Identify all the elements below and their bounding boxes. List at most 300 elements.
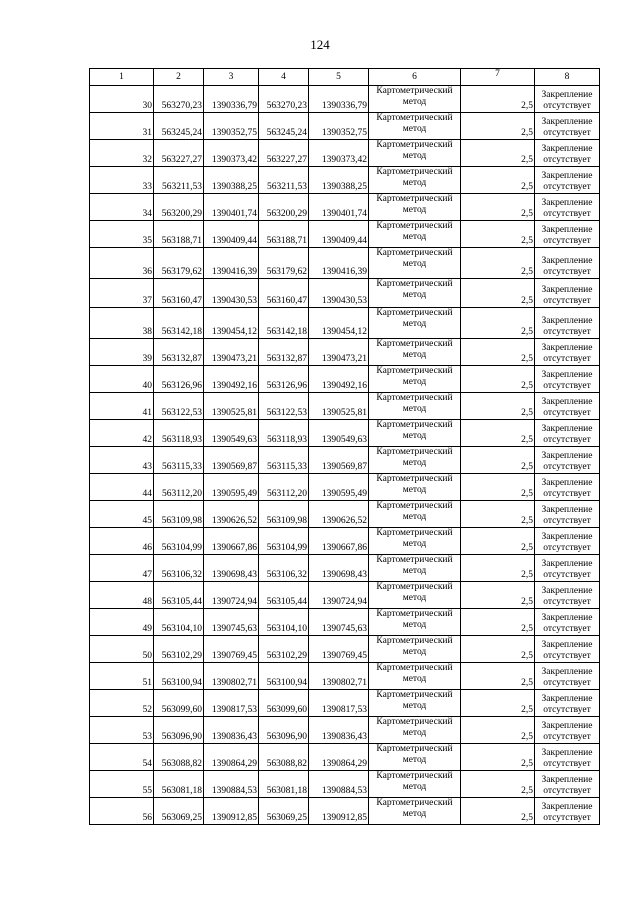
method-text: метод xyxy=(402,178,427,188)
method-text: Картометрический xyxy=(376,501,453,511)
x-coordinate-cell xyxy=(259,555,309,582)
accuracy-text: 2,5 xyxy=(521,101,533,111)
fixation-text: отсутствует xyxy=(543,813,591,823)
x-coordinate-cell xyxy=(259,221,309,248)
point-number-text: 36 xyxy=(142,267,152,277)
method-text: Картометрический xyxy=(376,690,453,700)
fixation-text: отсутствует xyxy=(543,155,591,165)
x-coordinate-cell xyxy=(154,474,204,501)
y-coordinate-cell xyxy=(309,194,369,221)
point-number-cell xyxy=(90,690,154,717)
accuracy-text: 2,5 xyxy=(521,236,533,246)
y-coordinate-cell xyxy=(204,339,259,366)
table-body xyxy=(90,86,600,825)
fixation-text: отсутствует xyxy=(543,435,591,445)
y-coordinate-text: 1390569,87 xyxy=(321,462,367,472)
method-text: Картометрический xyxy=(376,113,453,123)
method-cell xyxy=(369,194,461,221)
method-cell xyxy=(369,798,461,825)
method-cell xyxy=(369,528,461,555)
fixation-cell xyxy=(535,86,600,113)
x-coordinate-cell xyxy=(259,308,309,339)
point-number-cell xyxy=(90,366,154,393)
y-coordinate-cell xyxy=(204,393,259,420)
method-text: метод xyxy=(402,97,427,107)
method-cell xyxy=(369,279,461,308)
x-coordinate-cell xyxy=(154,339,204,366)
accuracy-text: 2,5 xyxy=(521,759,533,769)
y-coordinate-cell xyxy=(309,420,369,447)
method-text: метод xyxy=(402,124,427,134)
method-text: метод xyxy=(402,458,427,468)
fixation-cell xyxy=(535,279,600,308)
fixation-cell xyxy=(535,447,600,474)
table-row xyxy=(90,447,600,474)
x-coordinate-text: 563227,27 xyxy=(266,155,307,165)
x-coordinate-text: 563115,33 xyxy=(266,462,307,472)
x-coordinate-cell xyxy=(259,474,309,501)
x-coordinate-cell xyxy=(154,555,204,582)
y-coordinate-text: 1390745,63 xyxy=(211,624,257,634)
y-coordinate-cell xyxy=(204,528,259,555)
point-number-text: 43 xyxy=(142,462,152,472)
x-coordinate-text: 563179,62 xyxy=(266,267,307,277)
fixation-cell xyxy=(535,113,600,140)
method-text: метод xyxy=(402,350,427,360)
point-number-cell xyxy=(90,308,154,339)
fixation-text: Закрепление xyxy=(541,694,593,704)
x-coordinate-text: 563088,82 xyxy=(266,759,307,769)
point-number-text: 41 xyxy=(142,408,152,418)
y-coordinate-cell xyxy=(309,771,369,798)
method-text: Картометрический xyxy=(376,420,453,430)
y-coordinate-cell xyxy=(204,474,259,501)
x-coordinate-cell xyxy=(259,744,309,771)
y-coordinate-text: 1390626,52 xyxy=(211,516,257,526)
fixation-text: Закрепление xyxy=(541,451,593,461)
accuracy-cell xyxy=(461,86,535,113)
fixation-text: отсутствует xyxy=(543,543,591,553)
x-coordinate-cell xyxy=(259,798,309,825)
accuracy-text: 2,5 xyxy=(521,597,533,607)
x-coordinate-cell xyxy=(154,744,204,771)
accuracy-cell xyxy=(461,339,535,366)
accuracy-cell xyxy=(461,636,535,663)
y-coordinate-text: 1390569,87 xyxy=(211,462,257,472)
y-coordinate-cell xyxy=(204,798,259,825)
y-coordinate-cell xyxy=(204,501,259,528)
y-coordinate-cell xyxy=(204,248,259,279)
y-coordinate-cell xyxy=(204,221,259,248)
y-coordinate-text: 1390409,44 xyxy=(211,236,257,246)
y-coordinate-text: 1390388,25 xyxy=(211,182,257,192)
table-row xyxy=(90,194,600,221)
y-coordinate-text: 1390492,16 xyxy=(321,381,367,391)
table-row xyxy=(90,339,600,366)
accuracy-text: 2,5 xyxy=(521,327,533,337)
method-text: метод xyxy=(402,232,427,242)
x-coordinate-cell xyxy=(154,420,204,447)
accuracy-cell xyxy=(461,609,535,636)
x-coordinate-text: 563122,53 xyxy=(266,408,307,418)
method-text: метод xyxy=(402,566,427,576)
accuracy-cell xyxy=(461,248,535,279)
x-coordinate-cell xyxy=(154,663,204,690)
method-text: Картометрический xyxy=(376,798,453,808)
y-coordinate-cell xyxy=(309,663,369,690)
y-coordinate-cell xyxy=(204,744,259,771)
table-row xyxy=(90,420,600,447)
method-text: Картометрический xyxy=(376,717,453,727)
point-number-cell xyxy=(90,339,154,366)
table-row xyxy=(90,501,600,528)
x-coordinate-cell xyxy=(259,248,309,279)
fixation-cell xyxy=(535,798,600,825)
point-number-cell xyxy=(90,279,154,308)
method-text: метод xyxy=(402,151,427,161)
fixation-text: отсутствует xyxy=(543,786,591,796)
x-coordinate-text: 563100,94 xyxy=(266,678,307,688)
y-coordinate-cell xyxy=(309,140,369,167)
accuracy-text: 2,5 xyxy=(521,570,533,580)
x-coordinate-cell xyxy=(259,447,309,474)
point-number-text: 40 xyxy=(142,381,152,391)
y-coordinate-text: 1390595,49 xyxy=(211,489,257,499)
y-coordinate-cell xyxy=(204,308,259,339)
x-coordinate-text: 563122,53 xyxy=(161,408,202,418)
y-coordinate-cell xyxy=(309,86,369,113)
method-cell xyxy=(369,582,461,609)
table-row xyxy=(90,636,600,663)
fixation-text: Закрепление xyxy=(541,171,593,181)
x-coordinate-text: 563099,60 xyxy=(266,705,307,715)
point-number-cell xyxy=(90,140,154,167)
header-cell: 4 xyxy=(259,69,309,86)
y-coordinate-cell xyxy=(204,771,259,798)
method-cell xyxy=(369,339,461,366)
x-coordinate-cell xyxy=(259,339,309,366)
accuracy-cell xyxy=(461,798,535,825)
point-number-cell xyxy=(90,447,154,474)
x-coordinate-cell xyxy=(154,140,204,167)
method-text: метод xyxy=(402,205,427,215)
x-coordinate-text: 563104,10 xyxy=(266,624,307,634)
table-row xyxy=(90,393,600,420)
x-coordinate-cell xyxy=(154,798,204,825)
y-coordinate-text: 1390836,43 xyxy=(321,732,367,742)
y-coordinate-cell xyxy=(309,113,369,140)
header-cell: 2 xyxy=(154,69,204,86)
method-cell xyxy=(369,663,461,690)
table-row xyxy=(90,308,600,339)
x-coordinate-cell xyxy=(154,167,204,194)
table-row xyxy=(90,555,600,582)
x-coordinate-cell xyxy=(259,194,309,221)
page-number: 124 xyxy=(310,37,330,52)
method-text: Картометрический xyxy=(376,771,453,781)
y-coordinate-cell xyxy=(309,744,369,771)
y-coordinate-text: 1390724,94 xyxy=(211,597,257,607)
fixation-text: отсутствует xyxy=(543,732,591,742)
y-coordinate-cell xyxy=(309,528,369,555)
fixation-text: отсутствует xyxy=(543,381,591,391)
fixation-cell xyxy=(535,308,600,339)
fixation-cell xyxy=(535,420,600,447)
x-coordinate-cell xyxy=(154,528,204,555)
table-row xyxy=(90,279,600,308)
point-number-cell xyxy=(90,420,154,447)
point-number-cell xyxy=(90,194,154,221)
table-row xyxy=(90,663,600,690)
x-coordinate-cell xyxy=(259,582,309,609)
method-cell xyxy=(369,221,461,248)
x-coordinate-text: 563112,20 xyxy=(161,489,202,499)
y-coordinate-cell xyxy=(204,690,259,717)
x-coordinate-text: 563126,96 xyxy=(161,381,202,391)
method-text: Картометрический xyxy=(376,279,453,289)
fixation-text: Закрепление xyxy=(541,802,593,812)
y-coordinate-text: 1390667,86 xyxy=(211,543,257,553)
method-text: метод xyxy=(402,431,427,441)
fixation-text: Закрепление xyxy=(541,613,593,623)
x-coordinate-text: 563245,24 xyxy=(161,128,202,138)
fixation-cell xyxy=(535,609,600,636)
y-coordinate-cell xyxy=(204,194,259,221)
point-number-text: 55 xyxy=(142,786,152,796)
method-text: метод xyxy=(402,782,427,792)
method-cell xyxy=(369,447,461,474)
y-coordinate-cell xyxy=(309,690,369,717)
point-number-text: 39 xyxy=(142,354,152,364)
fixation-text: Закрепление xyxy=(541,316,593,326)
table-row xyxy=(90,771,600,798)
point-number-cell xyxy=(90,528,154,555)
method-text: Картометрический xyxy=(376,447,453,457)
accuracy-text: 2,5 xyxy=(521,624,533,634)
table-row xyxy=(90,113,600,140)
x-coordinate-text: 563105,44 xyxy=(266,597,307,607)
header-cell: 8 xyxy=(535,69,600,86)
fixation-text: Закрепление xyxy=(541,397,593,407)
point-number-cell xyxy=(90,474,154,501)
y-coordinate-text: 1390388,25 xyxy=(321,182,367,192)
fixation-cell xyxy=(535,393,600,420)
fixation-text: отсутствует xyxy=(543,128,591,138)
fixation-text: отсутствует xyxy=(543,236,591,246)
fixation-text: Закрепление xyxy=(541,285,593,295)
point-number-text: 48 xyxy=(142,597,152,607)
accuracy-cell xyxy=(461,690,535,717)
x-coordinate-text: 563188,71 xyxy=(266,236,307,246)
point-number-cell xyxy=(90,393,154,420)
accuracy-cell xyxy=(461,279,535,308)
x-coordinate-text: 563160,47 xyxy=(266,296,307,306)
x-coordinate-cell xyxy=(154,221,204,248)
x-coordinate-text: 563200,29 xyxy=(266,209,307,219)
x-coordinate-text: 563106,32 xyxy=(161,570,202,580)
y-coordinate-cell xyxy=(204,279,259,308)
method-text: метод xyxy=(402,674,427,684)
x-coordinate-cell xyxy=(259,528,309,555)
y-coordinate-cell xyxy=(204,609,259,636)
x-coordinate-cell xyxy=(154,393,204,420)
accuracy-cell xyxy=(461,771,535,798)
x-coordinate-text: 563106,32 xyxy=(266,570,307,580)
fixation-cell xyxy=(535,555,600,582)
point-number-cell xyxy=(90,609,154,636)
table-row xyxy=(90,528,600,555)
method-cell xyxy=(369,744,461,771)
accuracy-text: 2,5 xyxy=(521,435,533,445)
x-coordinate-cell xyxy=(259,113,309,140)
accuracy-cell xyxy=(461,744,535,771)
method-text: метод xyxy=(402,259,427,269)
x-coordinate-text: 563126,96 xyxy=(266,381,307,391)
accuracy-cell xyxy=(461,221,535,248)
x-coordinate-cell xyxy=(259,717,309,744)
accuracy-text: 2,5 xyxy=(521,705,533,715)
accuracy-cell xyxy=(461,393,535,420)
x-coordinate-text: 563088,82 xyxy=(161,759,202,769)
table-row xyxy=(90,798,600,825)
x-coordinate-text: 563104,99 xyxy=(161,543,202,553)
x-coordinate-cell xyxy=(259,140,309,167)
fixation-cell xyxy=(535,366,600,393)
accuracy-cell xyxy=(461,474,535,501)
accuracy-cell xyxy=(461,447,535,474)
x-coordinate-text: 563102,29 xyxy=(161,651,202,661)
x-coordinate-text: 563188,71 xyxy=(161,236,202,246)
fixation-text: отсутствует xyxy=(543,267,591,277)
fixation-text: отсутствует xyxy=(543,489,591,499)
accuracy-text: 2,5 xyxy=(521,155,533,165)
method-cell xyxy=(369,140,461,167)
method-text: метод xyxy=(402,701,427,711)
point-number-cell xyxy=(90,555,154,582)
y-coordinate-cell xyxy=(309,609,369,636)
y-coordinate-cell xyxy=(204,555,259,582)
accuracy-text: 2,5 xyxy=(521,516,533,526)
method-cell xyxy=(369,113,461,140)
accuracy-text: 2,5 xyxy=(521,489,533,499)
x-coordinate-text: 563270,23 xyxy=(266,101,307,111)
accuracy-cell xyxy=(461,167,535,194)
fixation-cell xyxy=(535,339,600,366)
fixation-text: отсутствует xyxy=(543,570,591,580)
y-coordinate-text: 1390473,21 xyxy=(321,354,367,364)
point-number-cell xyxy=(90,221,154,248)
accuracy-cell xyxy=(461,501,535,528)
x-coordinate-cell xyxy=(154,447,204,474)
y-coordinate-text: 1390336,79 xyxy=(321,101,367,111)
point-number-text: 42 xyxy=(142,435,152,445)
fixation-cell xyxy=(535,636,600,663)
y-coordinate-text: 1390549,63 xyxy=(211,435,257,445)
y-coordinate-text: 1390912,85 xyxy=(321,813,367,823)
method-cell xyxy=(369,248,461,279)
y-coordinate-text: 1390698,43 xyxy=(321,570,367,580)
accuracy-cell xyxy=(461,717,535,744)
fixation-text: Закрепление xyxy=(541,748,593,758)
fixation-text: отсутствует xyxy=(543,209,591,219)
y-coordinate-text: 1390401,74 xyxy=(321,209,367,219)
y-coordinate-text: 1390352,75 xyxy=(211,128,257,138)
point-number-text: 32 xyxy=(142,155,152,165)
method-cell xyxy=(369,717,461,744)
y-coordinate-text: 1390817,53 xyxy=(211,705,257,715)
y-coordinate-cell xyxy=(309,221,369,248)
x-coordinate-cell xyxy=(154,279,204,308)
y-coordinate-text: 1390802,71 xyxy=(211,678,257,688)
fixation-text: Закрепление xyxy=(541,478,593,488)
y-coordinate-cell xyxy=(309,798,369,825)
point-number-text: 44 xyxy=(142,489,152,499)
y-coordinate-text: 1390884,53 xyxy=(211,786,257,796)
method-text: Картометрический xyxy=(376,221,453,231)
fixation-text: отсутствует xyxy=(543,354,591,364)
x-coordinate-text: 563227,27 xyxy=(161,155,202,165)
table-row xyxy=(90,221,600,248)
method-text: Картометрический xyxy=(376,339,453,349)
method-cell xyxy=(369,86,461,113)
fixation-text: отсутствует xyxy=(543,597,591,607)
x-coordinate-cell xyxy=(154,248,204,279)
accuracy-text: 2,5 xyxy=(521,813,533,823)
point-number-text: 49 xyxy=(142,624,152,634)
point-number-text: 34 xyxy=(142,209,152,219)
point-number-text: 53 xyxy=(142,732,152,742)
point-number-text: 56 xyxy=(142,813,152,823)
method-cell xyxy=(369,555,461,582)
y-coordinate-cell xyxy=(309,555,369,582)
y-coordinate-text: 1390864,29 xyxy=(321,759,367,769)
y-coordinate-cell xyxy=(309,366,369,393)
accuracy-cell xyxy=(461,194,535,221)
accuracy-cell xyxy=(461,582,535,609)
fixation-text: Закрепление xyxy=(541,343,593,353)
y-coordinate-text: 1390912,85 xyxy=(211,813,257,823)
fixation-cell xyxy=(535,663,600,690)
x-coordinate-text: 563200,29 xyxy=(161,209,202,219)
fixation-text: отсутствует xyxy=(543,101,591,111)
header-cell: 5 xyxy=(309,69,369,86)
method-text: Картометрический xyxy=(376,744,453,754)
y-coordinate-text: 1390416,39 xyxy=(211,267,257,277)
method-cell xyxy=(369,393,461,420)
y-coordinate-cell xyxy=(204,717,259,744)
fixation-cell xyxy=(535,140,600,167)
method-text: Картометрический xyxy=(376,393,453,403)
y-coordinate-text: 1390698,43 xyxy=(211,570,257,580)
point-number-cell xyxy=(90,501,154,528)
y-coordinate-cell xyxy=(309,339,369,366)
method-text: Картометрический xyxy=(376,140,453,150)
method-text: метод xyxy=(402,512,427,522)
table-row xyxy=(90,744,600,771)
method-text: Картометрический xyxy=(376,366,453,376)
table-row xyxy=(90,609,600,636)
x-coordinate-text: 563069,25 xyxy=(266,813,307,823)
point-number-text: 31 xyxy=(142,128,152,138)
method-text: Картометрический xyxy=(376,555,453,565)
y-coordinate-text: 1390525,81 xyxy=(211,408,257,418)
y-coordinate-text: 1390430,53 xyxy=(321,296,367,306)
fixation-cell xyxy=(535,582,600,609)
x-coordinate-text: 563112,20 xyxy=(266,489,307,499)
point-number-cell xyxy=(90,717,154,744)
method-text: Картометрический xyxy=(376,474,453,484)
y-coordinate-cell xyxy=(204,447,259,474)
